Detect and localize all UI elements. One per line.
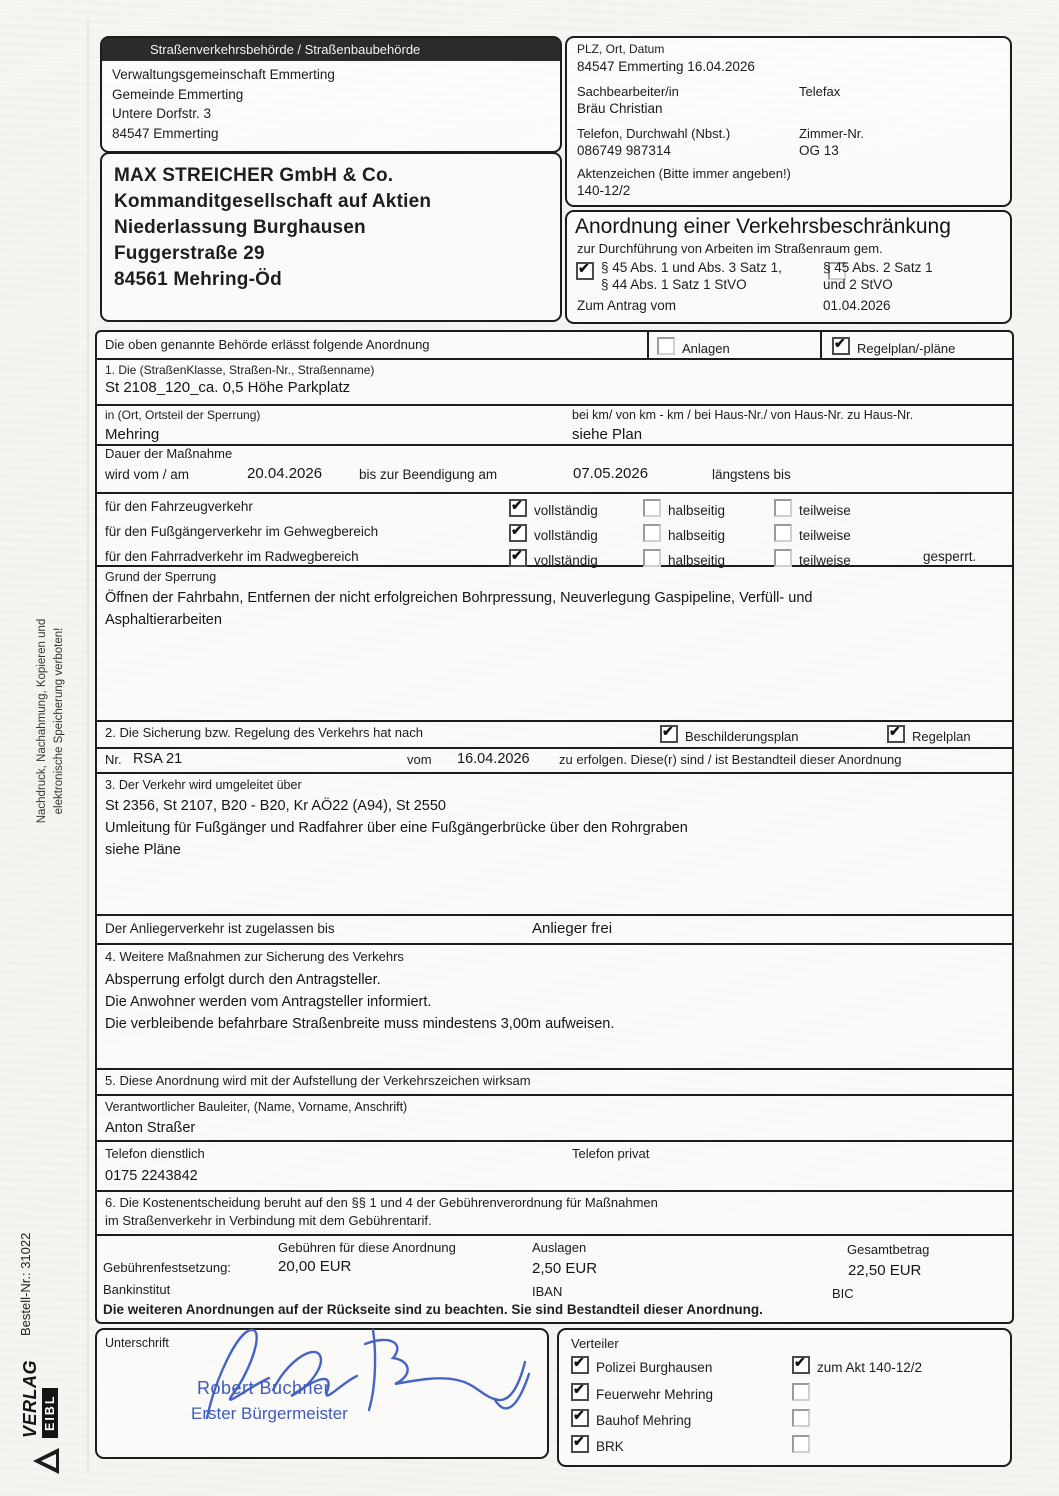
nr-label: Nr. — [105, 752, 122, 767]
file-ref-label: Aktenzeichen (Bitte immer angeben!) — [577, 166, 791, 181]
signer-name: Robert Buchner — [197, 1378, 331, 1398]
verteiler-brk-checkbox[interactable] — [571, 1435, 589, 1453]
section3-label: 3. Der Verkehr wird umgeleitet über — [105, 778, 302, 792]
option-vollstaendig: vollständig — [534, 553, 598, 568]
bic-label: BIC — [832, 1286, 854, 1301]
gesperrt-label: gesperrt. — [923, 549, 977, 564]
main-header: Die oben genannte Behörde erlässt folgende Anordnung — [105, 337, 430, 352]
pedestrians-teilweise-checkbox[interactable] — [774, 524, 792, 542]
plz-label: PLZ, Ort, Datum — [577, 42, 665, 56]
file-ref-value: 140-12/2 — [577, 183, 631, 198]
recipient-line: 84561 Mehring-Öd — [114, 269, 282, 290]
nr-value: RSA 21 — [133, 751, 183, 767]
km-value: siehe Plan — [572, 426, 643, 443]
bicycles-halbseitig-checkbox[interactable] — [643, 549, 661, 567]
phone-value: 086749 987314 — [577, 143, 671, 158]
check-icon: ✔ — [511, 547, 523, 563]
fee-order-value: 20,00 EUR — [278, 1258, 352, 1275]
section5-label: 5. Diese Anordnung wird mit der Aufstellung der Verkehrszeichen wirksam — [105, 1073, 531, 1088]
pedestrians-vollstaendig-checkbox[interactable] — [509, 524, 527, 542]
bauleiter-label: Verantwortlicher Bauleiter, (Name, Vorname, Anschrift) — [105, 1100, 408, 1114]
iban-label: IBAN — [532, 1284, 563, 1299]
recipient-line: Kommanditgesellschaft auf Aktien — [114, 191, 432, 212]
regelplan-checkbox[interactable] — [832, 337, 850, 355]
recipient-line: Fuggerstraße 29 — [114, 243, 265, 264]
authority-line: Verwaltungsgemeinschaft Emmerting — [112, 67, 335, 82]
copy-notice-line1: Nachdruck, Nachahmung, Kopieren und — [36, 618, 48, 824]
vehicles-halbseitig-checkbox[interactable] — [643, 499, 661, 517]
verteiler-item-label: BRK — [596, 1439, 624, 1454]
section4-line3: Die verbleibende befahrbare Straßenbreite muss mindestens 3,00m aufweisen. — [105, 1016, 615, 1032]
verteiler-extra4-checkbox[interactable] — [792, 1435, 810, 1453]
section4-line2: Die Anwohner werden vom Antragsteller informiert. — [105, 994, 432, 1010]
place-label: in (Ort, Ortsteil der Sperrung) — [105, 408, 261, 422]
regelplan2-label: Regelplan — [912, 729, 971, 744]
stvo-option2-line2: und 2 StVO — [823, 277, 893, 292]
publisher-logo-word: VERLAG — [20, 1359, 40, 1438]
traffic-row-label: für den Fahrzeugverkehr — [105, 499, 253, 514]
authority-line: Untere Dorfstr. 3 — [112, 106, 212, 121]
option-teilweise: teilweise — [799, 528, 851, 543]
km-label: bei km/ von km - km / bei Haus-Nr./ von Haus-Nr. zu Haus-Nr. — [572, 408, 914, 422]
detour-line1: St 2356, St 2107, B20 - B20, Kr AÖ22 (A94), St 2550 — [105, 798, 446, 814]
verteiler-akt-label: zum Akt 140-12/2 — [817, 1360, 923, 1375]
signature-label: Unterschrift — [105, 1336, 169, 1350]
reason-line1: Öffnen der Fahrbahn, Entfernen der nicht erfolgreichen Bohrpressung, Neuverlegung Gaspipeline, Verfüll- und — [105, 590, 813, 606]
anlagen-label: Anlagen — [682, 341, 730, 356]
street-label: 1. Die (StraßenKlasse, Straßen-Nr., Straßenname) — [105, 363, 375, 377]
main-form-box — [95, 330, 1014, 1324]
plz-value: 84547 Emmerting 16.04.2026 — [577, 59, 755, 74]
vehicles-vollstaendig-checkbox[interactable] — [509, 499, 527, 517]
vom-label: vom — [407, 752, 432, 767]
beschilderungsplan-checkbox[interactable] — [660, 725, 678, 743]
regelplan-label: Regelplan/-pläne — [857, 341, 956, 356]
verteiler-akt-checkbox[interactable] — [792, 1356, 810, 1374]
section6-line2: im Straßenverkehr in Verbindung mit dem Gebührentarif. — [105, 1213, 432, 1228]
bicycles-teilweise-checkbox[interactable] — [774, 549, 792, 567]
tel-private-label: Telefon privat — [572, 1146, 650, 1161]
tel-business-value: 0175 2243842 — [105, 1168, 198, 1184]
fee-total-label: Gesamtbetrag — [847, 1242, 930, 1257]
until-value: 07.05.2026 — [573, 465, 649, 482]
verteiler-box — [557, 1328, 1012, 1467]
check-icon: ✔ — [834, 335, 846, 351]
fee-total-value: 22,50 EUR — [848, 1262, 922, 1279]
check-icon: ✔ — [573, 1354, 585, 1370]
option-vollstaendig: vollständig — [534, 503, 598, 518]
detour-line3: siehe Pläne — [105, 842, 181, 858]
vehicles-teilweise-checkbox[interactable] — [774, 499, 792, 517]
check-icon: ✔ — [573, 1381, 585, 1397]
fee-expenses-label: Auslagen — [532, 1240, 587, 1255]
traffic-row-label: für den Fußgängerverkehr im Gehwegbereich — [105, 524, 379, 539]
section6-line1: 6. Die Kostenentscheidung beruht auf den §§ 1 und 4 der Gebührenverordnung für Maßnahmen — [105, 1195, 658, 1210]
order-title-box — [565, 210, 1012, 324]
duration-label: Dauer der Maßnahme — [105, 446, 233, 461]
check-icon: ✔ — [573, 1433, 585, 1449]
authority-bar-title: Straßenverkehrsbehörde / Straßenbaubehörde — [102, 38, 560, 61]
signature-box — [95, 1328, 549, 1459]
tel-business-label: Telefon dienstlich — [105, 1146, 205, 1161]
check-icon: ✔ — [511, 497, 523, 513]
stvo-option2-line1: § 45 Abs. 2 Satz 1 — [823, 260, 933, 275]
pedestrians-halbseitig-checkbox[interactable] — [643, 524, 661, 542]
verteiler-bauhof-checkbox[interactable] — [571, 1409, 589, 1427]
until-label: bis zur Beendigung am — [359, 467, 498, 482]
street-value: St 2108_120_ca. 0,5 Höhe Parkplatz — [105, 379, 351, 396]
option-teilweise: teilweise — [799, 503, 851, 518]
check-icon: ✔ — [578, 260, 590, 276]
anlagen-checkbox[interactable] — [657, 337, 675, 355]
vom-value: 16.04.2026 — [457, 751, 530, 767]
section4-line1: Absperrung erfolgt durch den Antragsteller. — [105, 972, 381, 988]
recipient-box — [100, 152, 562, 322]
bank-label: Bankinstitut — [103, 1282, 171, 1297]
option-vollstaendig: vollständig — [534, 528, 598, 543]
reason-line2: Asphaltierarbeiten — [105, 612, 222, 628]
stvo-option1-line1: § 45 Abs. 1 und Abs. 3 Satz 1, — [601, 260, 782, 275]
fee-setting-label: Gebührenfestsetzung: — [103, 1260, 231, 1275]
traffic-row-label: für den Fahrradverkehr im Radwegbereich — [105, 549, 359, 564]
option-teilweise: teilweise — [799, 553, 851, 568]
order-number: Bestell-Nr.: 31022 — [18, 1232, 33, 1336]
check-icon: ✔ — [662, 723, 674, 739]
order-subtitle: zur Durchführung von Arbeiten im Straßenraum gem. — [577, 241, 883, 256]
reason-label: Grund der Sperrung — [105, 570, 217, 584]
place-value: Mehring — [105, 426, 160, 443]
beschilderungsplan-label: Beschilderungsplan — [685, 729, 799, 744]
copy-protection-notice — [34, 551, 70, 891]
option-halbseitig: halbseitig — [668, 553, 726, 568]
recipient-line: MAX STREICHER GmbH & Co. — [114, 165, 394, 186]
from-value: 20.04.2026 — [247, 465, 323, 482]
copy-notice-line2: elektronische Speicherung verboten! — [53, 627, 65, 815]
verteiler-feuerwehr-checkbox[interactable] — [571, 1383, 589, 1401]
clerk-label: Sachbearbeiter/in — [577, 84, 679, 99]
publisher-logo-box: EIBL — [42, 1388, 58, 1438]
option-halbseitig: halbseitig — [668, 528, 726, 543]
verteiler-label: Verteiler — [571, 1336, 619, 1351]
from-label: wird vom / am — [105, 467, 190, 482]
regelplan2-checkbox[interactable] — [887, 725, 905, 743]
antrag-label: Zum Antrag vom — [577, 298, 677, 313]
check-icon: ✔ — [511, 522, 523, 538]
clerk-value: Bräu Christian — [577, 101, 663, 116]
room-label: Zimmer-Nr. — [799, 126, 864, 141]
verteiler-extra3-checkbox[interactable] — [792, 1409, 810, 1427]
recipient-line: Niederlassung Burghausen — [114, 217, 366, 238]
publisher-block — [18, 1216, 96, 1474]
section2-label: 2. Die Sicherung bzw. Regelung des Verkehrs hat nach — [105, 725, 423, 740]
authority-line: Gemeinde Emmerting — [112, 86, 244, 102]
publisher-logo-triangle-icon — [33, 1448, 59, 1474]
check-icon: ✔ — [889, 723, 901, 739]
fee-order-label: Gebühren für diese Anordnung — [278, 1240, 456, 1255]
contact-info-box — [565, 36, 1012, 207]
bicycles-vollstaendig-checkbox[interactable] — [509, 549, 527, 567]
stvo-option1-checkbox[interactable] — [576, 262, 594, 280]
room-value: OG 13 — [799, 143, 839, 158]
verteiler-item-label: Feuerwehr Mehring — [596, 1387, 714, 1402]
verteiler-extra2-checkbox[interactable] — [792, 1383, 810, 1401]
stvo-option1-line2: § 44 Abs. 1 Satz 1 StVO — [601, 277, 747, 292]
detour-line2: Umleitung für Fußgänger und Radfahrer über eine Fußgängerbrücke über den Rohrgraben — [105, 820, 688, 836]
erfolgen-text: zu erfolgen. Diese(r) sind / ist Bestandteil dieser Anordnung — [559, 752, 902, 767]
section4-label: 4. Weitere Maßnahmen zur Sicherung des Verkehrs — [105, 949, 404, 964]
antrag-value: 01.04.2026 — [823, 298, 891, 313]
bauleiter-value: Anton Straßer — [105, 1120, 196, 1136]
signer-title: Erster Bürgermeister — [191, 1404, 348, 1423]
reverse-side-notice: Die weiteren Anordnungen auf der Rückseite sind zu beachten. Sie sind Bestandteil dieser Anordnung. — [103, 1302, 763, 1317]
order-title: Anordnung einer Verkehrsbeschränkung — [575, 215, 951, 238]
authority-box — [100, 36, 562, 153]
anlieger-value: Anlieger frei — [532, 920, 613, 937]
verteiler-item-label: Polizei Burghausen — [596, 1360, 713, 1375]
telefax-label: Telefax — [799, 84, 841, 99]
longest-label: längstens bis — [712, 467, 791, 482]
phone-label: Telefon, Durchwahl (Nbst.) — [577, 126, 731, 141]
option-halbseitig: halbseitig — [668, 503, 726, 518]
check-icon: ✔ — [573, 1407, 585, 1423]
verteiler-item-label: Bauhof Mehring — [596, 1413, 692, 1428]
check-icon: ✔ — [794, 1354, 806, 1370]
anlieger-label: Der Anliegerverkehr ist zugelassen bis — [105, 921, 335, 936]
publisher-logo — [18, 1216, 59, 1474]
authority-line: 84547 Emmerting — [112, 125, 219, 141]
fee-expenses-value: 2,50 EUR — [532, 1260, 598, 1277]
verteiler-polizei-checkbox[interactable] — [571, 1356, 589, 1374]
